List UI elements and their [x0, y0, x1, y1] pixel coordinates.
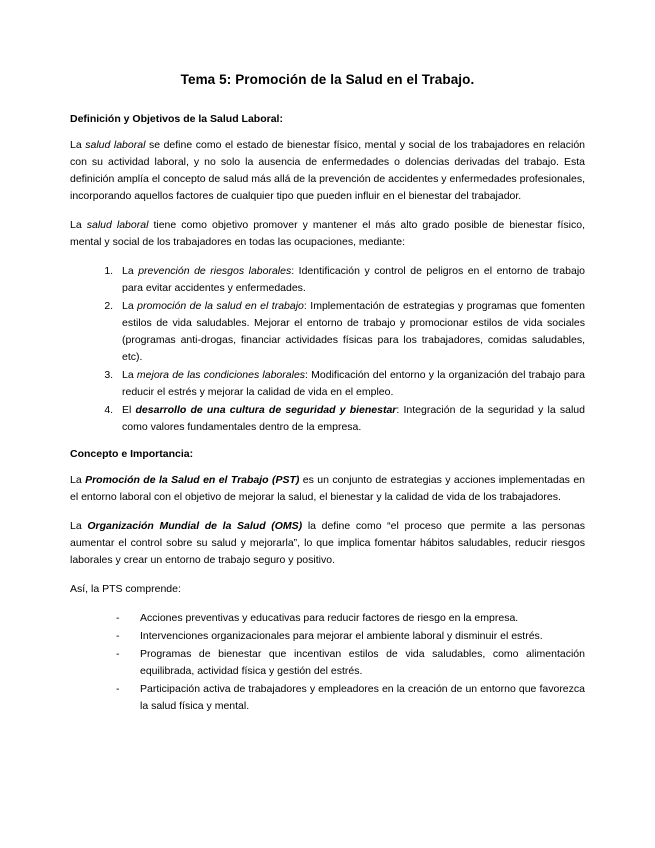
paragraph-text-part: La: [70, 520, 88, 532]
list-item-text-part: : Implementación de estrategias y programas que fomenten estilos de vida saludables. Mejorar el entorno de trabajo y promocionar estilos de vida sociales (programas anti-drogas, financiar actividades físicas para los trabajadores, comidas saludables, etc).: [122, 300, 585, 363]
paragraph-pts-comprende: Así, la PTS comprende:: [70, 583, 181, 595]
page-title: Tema 5: Promoción de la Salud en el Trabajo.: [180, 72, 475, 87]
list-item-text-part: La: [122, 369, 137, 381]
list-item: [116, 298, 585, 366]
list-item: [116, 263, 585, 297]
section-heading-definicion: Definición y Objetivos de la Salud Laboral:: [70, 113, 283, 125]
list-item-text-part: : Modificación del entorno y la organización del trabajo para reducir el estrés y mejorar la calidad de vida en el empleo.: [122, 369, 585, 398]
list-item: - Intervenciones organizacionales para mejorar el ambiente laboral y disminuir el estrés.: [116, 628, 585, 645]
list-item: - Programas de bienestar que incentivan estilos de vida saludables, como alimentación equilibrada, actividad física y gestión del estrés.: [116, 646, 585, 680]
list-item-text-part: : Identificación y control de peligros en el entorno de trabajo para evitar accidentes y enfermedades.: [122, 265, 585, 294]
list-item-emphasis: desarrollo de una cultura de seguridad y bienestar: [135, 404, 397, 416]
list-item-text-part: La: [122, 265, 139, 277]
list-item-emphasis: promoción de la salud en el trabajo: [137, 300, 304, 312]
paragraph-text-part: se define como el estado de bienestar físico, mental y social de los trabajadores en relación con su actividad laboral, y no solo la ausencia de enfermedades o dolencias derivadas del trabajo. Esta definición amplía el concepto de salud más allá de la prevención de accidentes y enfermedades profesionales, incorporando aquellos factores de cualquier tipo que pueden influir en el bienestar del trabajador.: [70, 139, 585, 202]
emphasis-pst: Promoción de la Salud en el Trabajo (PST): [85, 474, 300, 486]
list-item-text-part: El: [122, 404, 136, 416]
objectives-list: [70, 263, 585, 436]
list-item-text-part: La: [122, 300, 138, 312]
paragraph-text-part: La: [70, 474, 86, 486]
paragraph-text-part: tiene como objetivo promover y mantener el más alto grado posible de bienestar físico, mental y social de los trabajadores en todas las ocupaciones, mediante:: [70, 219, 585, 248]
list-item: [116, 402, 585, 436]
list-item: - Participación activa de trabajadores y empleadores en la creación de un entorno que favorezca la salud física y mental.: [116, 681, 585, 715]
paragraph-text-part: La: [70, 219, 87, 231]
list-item-emphasis: mejora de las condiciones laborales: [136, 369, 306, 381]
paragraph-pst-definicion: [70, 472, 585, 506]
paragraph-text-part: la define como “el proceso que permite a las personas aumentar el control sobre su salud y mejorarla”, lo que implica fomentar hábitos saludables, reducir riesgos laborales y crear un entorno de trabajo seguro y positivo.: [70, 520, 585, 566]
list-item-emphasis: prevención de riesgos laborales: [138, 265, 292, 277]
emphasis-salud-laboral: salud laboral: [86, 219, 149, 231]
paragraph-objetivo-salud-laboral: [70, 217, 585, 251]
pts-components-list: [70, 610, 585, 715]
list-item: [116, 367, 585, 401]
emphasis-salud-laboral: salud laboral: [85, 139, 146, 151]
paragraph-text-part: La: [70, 139, 86, 151]
emphasis-oms: Organización Mundial de la Salud (OMS): [87, 520, 303, 532]
list-item: - Acciones preventivas y educativas para reducir factores de riesgo en la empresa.: [116, 610, 585, 627]
list-item-text-part: : Integración de la seguridad y la salud como valores fundamentales dentro de la empresa.: [122, 404, 585, 433]
paragraph-text-part: es un conjunto de estrategias y acciones implementadas en el entorno laboral con el objetivo de mejorar la salud, el bienestar y la calidad de vida de los trabajadores.: [70, 474, 585, 503]
paragraph-definicion-salud-laboral: [70, 137, 585, 205]
section-heading-concepto: Concepto e Importancia:: [70, 448, 194, 460]
paragraph-oms-definicion: [70, 518, 585, 569]
